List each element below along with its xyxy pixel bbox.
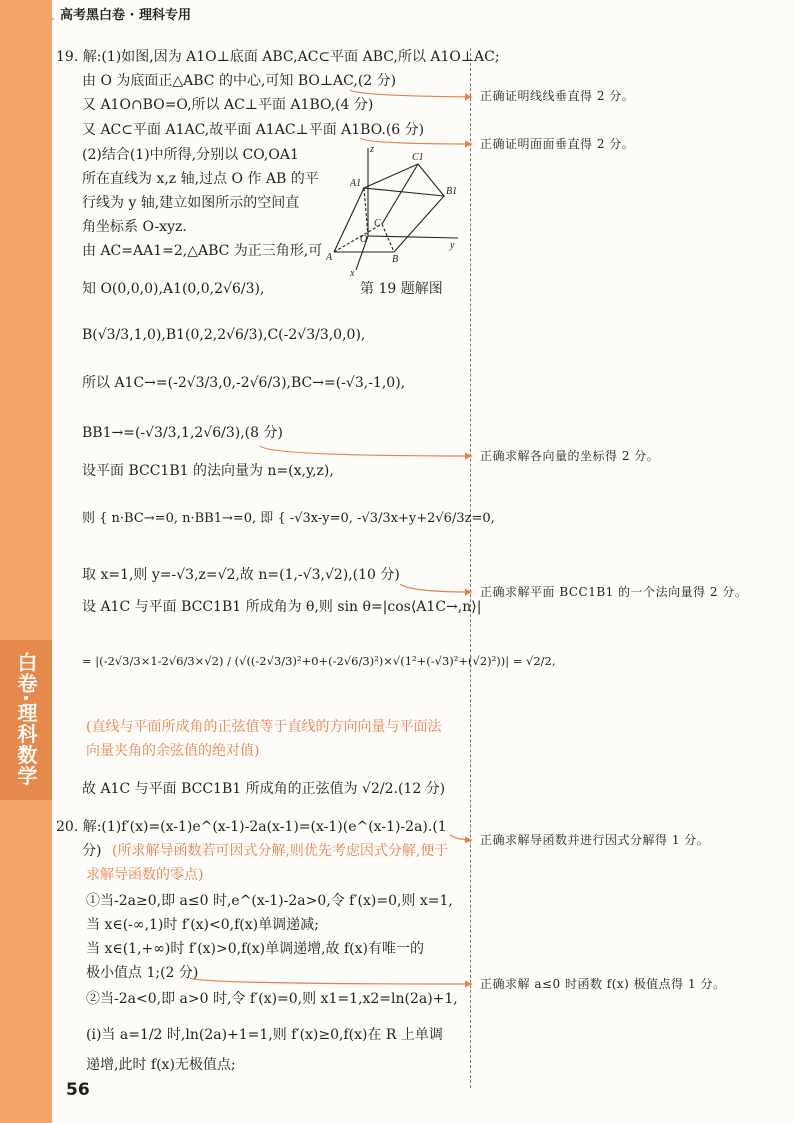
text-line: ①当-2a≥0,即 a≤0 时,e^(x-1)-2a>0,令 f′(x)=0,则 x=1, [86,893,453,909]
text-line: ②当-2a<0,即 a>0 时,令 f′(x)=0,则 x1=1,x2=ln(2a)+1, [86,991,458,1007]
text-line: 所在直线为 x,z 轴,过点 O 作 AB 的平 [82,171,319,187]
text-line: 由 O 为底面正△ABC 的中心,可知 BO⊥AC,(2 分) [82,73,397,89]
text-line: 由 AC=AA1=2,△ABC 为正三角形,可 [82,243,323,259]
text-line: 行线为 y 轴,建立如图所示的空间直 [82,195,300,211]
text-line: BB1→=(-√3/3,1,2√6/3),(8 分) [82,425,283,441]
score-annotation: 正确证明线线垂直得 2 分。 [480,89,635,103]
text-line: 19. 解:(1)如图,因为 A1O⊥底面 ABC,AC⊂平面 ABC,所以 A1O⊥AC; [56,49,500,65]
score-annotation: 正确证明面面垂直得 2 分。 [480,137,635,151]
text-line: B(√3/3,1,0),B1(0,2,2√6/3),C(-2√3/3,0,0), [82,327,366,343]
text-line: 知 O(0,0,0),A1(0,0,2√6/3), [82,281,265,297]
text-line: 又 AC⊂平面 A1AC,故平面 A1AC⊥平面 A1BO.(6 分) [82,122,425,138]
figure-label: y [450,240,455,251]
text-line: 设 A1C 与平面 BCC1B1 所成角为 θ,则 sin θ=|cos⟨A1C→,n⟩| [82,599,482,615]
figure-label: C [374,218,381,229]
arrow [190,978,472,984]
text-line: 设平面 BCC1B1 的法向量为 n=(x,y,z), [82,463,334,479]
text-line: 所以 A1C→=(-2√3/3,0,-2√6/3),BC→=(-√3,-1,0), [82,375,406,391]
figure-label: B1 [446,186,458,197]
tip-line: (直线与平面所成角的正弦值等于直线的方向向量与平面法 [86,719,442,735]
figure-label: B [392,254,399,265]
text-line: = |(-2√3/3×1-2√6/3×√2) / (√((-2√3/3)²+0+(-2√6/3)²)×√(1²+(-√3)²+(√2)²))| = √2/2, [82,654,556,668]
tip-line: (所求解导函数若可因式分解,则优先考虑因式分解,便于 [112,843,449,859]
score-annotation: 正确求解 a≤0 时函数 f(x) 极值点得 1 分。 [480,977,726,991]
arrow [350,90,472,97]
figure-label: A [326,252,333,263]
arrow [400,584,472,592]
figure-caption: 第 19 题解图 [360,281,443,297]
text-line: 当 x∈(-∞,1)时 f′(x)<0,f(x)单调递减; [86,917,319,933]
text-line: 取 x=1,则 y=-√3,z=√2,故 n=(1,-√3,√2),(10 分) [82,567,400,583]
figure-label: z [370,144,374,155]
side-tab-label: 白卷·理科数学 [14,652,38,787]
score-annotation: 正确求解各向量的坐标得 2 分。 [480,449,660,463]
arrow [260,446,472,456]
score-annotation: 正确求解平面 BCC1B1 的一个法向量得 2 分。 [480,585,748,599]
figure-label: O [360,234,368,245]
text-line: 20. 解:(1)f′(x)=(x-1)e^(x-1)-2a(x-1)=(x-1)(e^(x-1)-2a).(1 [56,819,447,835]
text-line: 分) [82,843,102,859]
text-line: 故 A1C 与平面 BCC1B1 所成角的正弦值为 √2/2.(12 分) [82,781,446,797]
text-line: 又 A1O∩BO=O,所以 AC⊥平面 A1BO,(4 分) [82,97,374,113]
page-header-title: 高考黑白卷 · 理科专用 [60,8,191,23]
prism-figure [322,142,462,278]
figure-label: x [350,268,355,278]
text-line: 递增,此时 f(x)无极值点; [86,1057,236,1073]
page-number: 56 [66,1080,90,1100]
text-line: 极小值点 1;(2 分) [86,965,199,981]
text-line: (2)结合(1)中所得,分别以 CO,OA1 [82,147,299,163]
figure-label: A1 [350,178,362,189]
score-annotation: 正确求解导函数并进行因式分解得 1 分。 [480,833,710,847]
arrow [450,835,472,840]
figure-label: C1 [412,152,424,163]
tip-line: 求解导函数的零点) [86,867,204,883]
text-line: (ⅰ)当 a=1/2 时,ln(2a)+1=1,则 f′(x)≥0,f(x)在 R 上单调 [86,1027,443,1043]
text-line: 当 x∈(1,+∞)时 f′(x)>0,f(x)单调递增,故 f(x)有唯一的 [86,941,425,957]
text-line: 则 { n·BC→=0, n·BB1→=0, 即 { -√3x-y=0, -√3/3x+y+2√6/3z=0, [82,511,495,526]
tip-line: 向量夹角的余弦值的绝对值) [86,743,260,759]
text-line: 角坐标系 O-xyz. [82,219,187,235]
